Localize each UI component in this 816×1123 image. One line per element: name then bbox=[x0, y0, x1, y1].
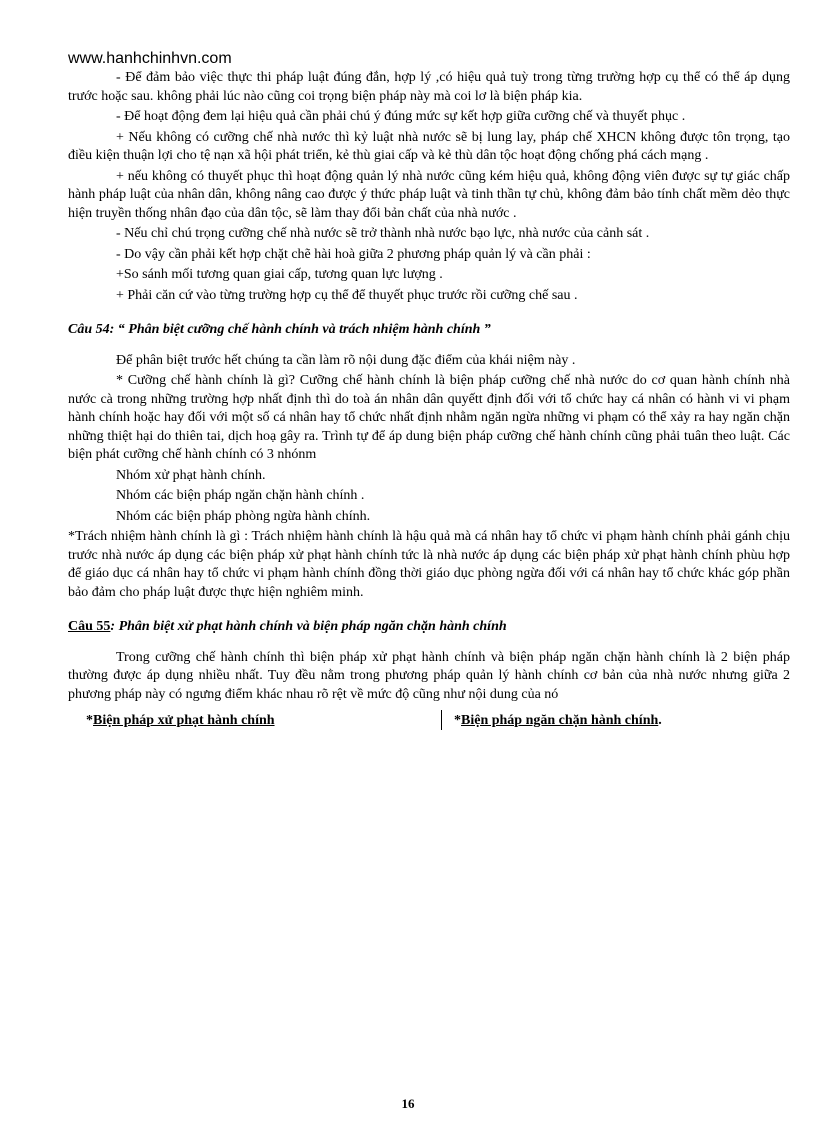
question-number: Câu 54: bbox=[68, 322, 115, 337]
column-heading-left: *Biện pháp xử phạt hành chính bbox=[86, 713, 275, 728]
website-header: www.hanhchinhvn.com bbox=[68, 50, 232, 67]
paragraph: + Nếu không có cưỡng chế nhà nước thì kỷ luật nhà nước sẽ bị lung lay, pháp chế XHCN không được tôn trọng, tạo điều kiện thuận lợi cho tệ nạn xã hội phát triển, kẻ thù giai cấp và kẻ thù dân tộc hoạt động chống phá cách mạng . bbox=[68, 129, 790, 163]
paragraph: +So sánh mối tương quan giai cấp, tương quan lực lượng . bbox=[116, 267, 443, 282]
paragraph: Trong cưỡng chế hành chính thì biện pháp xử phạt hành chính và biện pháp ngăn chặn hành chính là 2 biện pháp thường được áp dụng nhiều nhất. Tuy đều nằm trong phương pháp quản lý hành chính cơ bản của nhà nước nhưng giữa 2 phương pháp này có ngưng điểm khác nhau rõ rệt về mức độ cũng như nội dung của nó bbox=[68, 649, 790, 702]
paragraph: + nếu không có thuyết phục thì hoạt động quản lý nhà nước cũng kém hiệu quả, không động viên được sự tự giác chấp hành pháp luật của nhân dân, không nâng cao được ý thức pháp luật và tinh thần tự chủ, không đảm bảo tính chất mềm dẻo thực hiện truyền thống nhân đạo của dân tộc, sẽ làm thay đổi bản chất của nhà nước . bbox=[68, 168, 790, 221]
paragraph: - Để hoạt động đem lại hiệu quả cần phải chú ý đúng mức sự kết hợp giữa cưỡng chế và thuyết phục . bbox=[116, 109, 686, 124]
paragraph: Để phân biệt trước hết chúng ta cần làm rõ nội dung đặc điểm của khái niệm này . bbox=[116, 352, 576, 368]
paragraph: *Trách nhiệm hành chính là gì : Trách nhiệm hành chính là hậu quả mà cá nhân hay tổ chức vi phạm hành chính phải gánh chịu trước nhà nước áp dụng các biện pháp xử phạt hành chính tức là nhà nước áp dụng các biện pháp xử phạt hành chính phùu hợp để giáo dục cá nhân hay tổ chức vi phạm hành chính đồng thời giáo dục phòng ngừa đối với cá nhân hay tổ chức khác góp phần bảo đảm cho pháp luật được thực hiện nghiêm minh. bbox=[68, 529, 790, 600]
paragraph: * Cưỡng chế hành chính là gì? Cưỡng chế hành chính là biện pháp cưỡng chế nhà nước do cơ quan hành chính nhà nước cà trong những trường hợp nhất định thì do toà án nhân dân quyếtt định đối với tổ chức hay cá nhân có hành vi vi phạm hành chính hoặc hay đối với một số cá nhân hay tổ chức nhất định nhằm ngăn ngừa những vi phạm có thể xảy ra hay ngăn chặn những thiệt hại do thiên tai, dịch hoạ gây ra. Trình tự để áp dung biện pháp cưỡng chế hành chính cũng phải tuân theo luật. Các biện phát cưỡng chế hành chính có 3 nhónm bbox=[68, 373, 790, 462]
list-item: Nhóm xử phạt hành chính. bbox=[116, 467, 266, 483]
question-title: : Phân biệt xử phạt hành chính và biện pháp ngăn chặn hành chính bbox=[110, 619, 507, 634]
question-title: “ Phân biệt cưỡng chế hành chính và trách nhiệm hành chính ” bbox=[114, 322, 491, 337]
paragraph: - Nếu chỉ chú trọng cưỡng chế nhà nước sẽ trở thành nhà nước bạo lực, nhà nước của cảnh sát . bbox=[116, 226, 650, 241]
list-item: Nhóm các biện pháp phòng ngừa hành chính. bbox=[116, 508, 371, 524]
page-number: 16 bbox=[401, 1096, 415, 1111]
list-item: Nhóm các biện pháp ngăn chặn hành chính . bbox=[116, 488, 365, 503]
column-heading-right: *Biện pháp ngăn chặn hành chính. bbox=[454, 713, 662, 728]
comparison-header bbox=[68, 710, 790, 736]
paragraph: - Do vậy cần phải kết hợp chặt chẽ hài hoà giữa 2 phương pháp quản lý và cần phải : bbox=[116, 246, 591, 262]
paragraph: + Phải căn cứ vào từng trường hợp cụ thể để thuyết phục trước rồi cưỡng chế sau . bbox=[116, 287, 578, 303]
question-54-heading bbox=[68, 321, 790, 340]
question-55-heading bbox=[68, 618, 790, 637]
paragraph: - Để đảm bảo việc thực thi pháp luật đúng đắn, hợp lý ,có hiệu quả tuỳ trong từng trường hợp cụ thể có thể áp dụng trước hoặc sau. không phải lúc nào cũng coi trọng biện pháp này mà coi lơ là biện pháp kia. bbox=[68, 70, 790, 104]
document-body bbox=[68, 69, 790, 736]
question-number: Câu 55 bbox=[68, 619, 111, 634]
column-divider bbox=[441, 710, 442, 730]
